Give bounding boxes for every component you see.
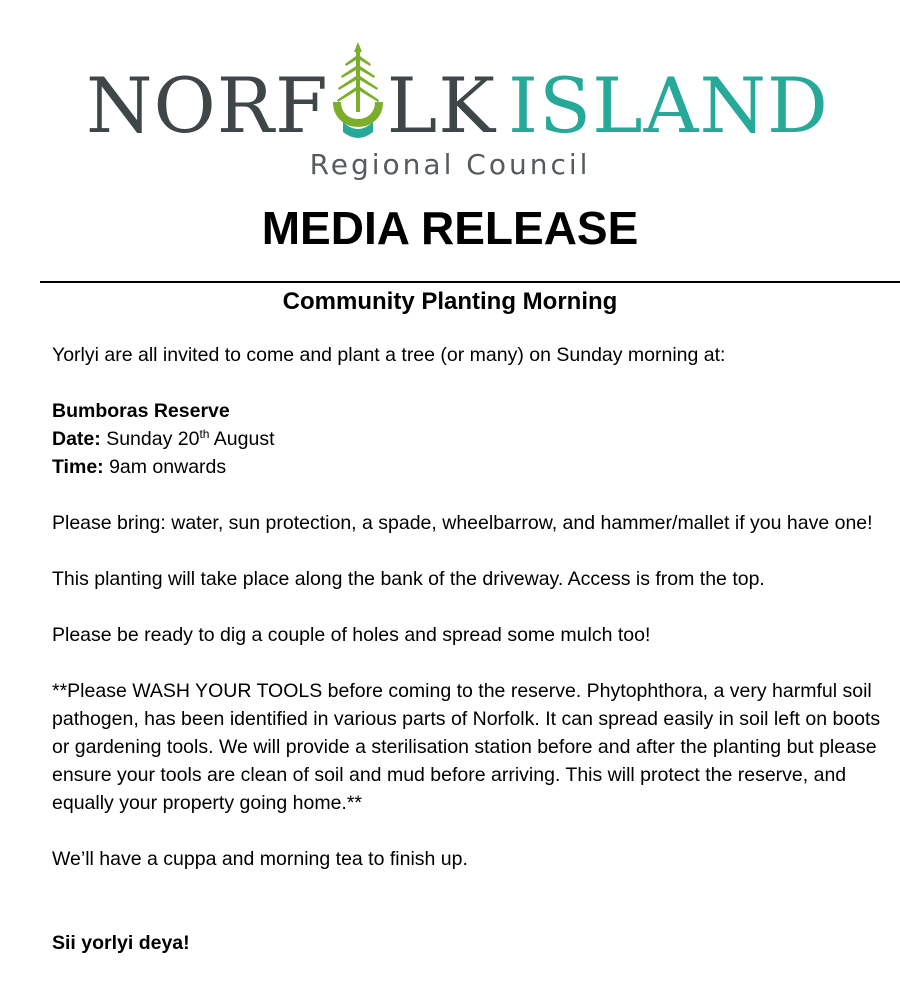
media-release-heading: MEDIA RELEASE [261, 202, 639, 254]
sign-off: Sii yorlyi deya! [52, 932, 190, 954]
dig-note: Please be ready to dig a couple of holes and spread some mulch too! [52, 624, 651, 646]
time-label: Time: [52, 456, 104, 478]
event-time [52, 453, 892, 481]
bring-list: Please bring: water, sun protection, a spade, wheelbarrow, and hammer/mallet if you have one! [52, 512, 873, 534]
release-body [52, 341, 892, 957]
tool-washing-warning: **Please WASH YOUR TOOLS before coming to the reserve. Phytophthora, a very harmful soil pathogen, has been identified in various parts of Norfolk. It can spread easily in soil left on boots or gardening tools. We will provide a sterilisation station before and after the planting but please ensure your tools are clean of soil and mud before arriving. This will protect the reserve, and equally your property going home.** [52, 680, 881, 814]
logo-wordmark [86, 61, 829, 150]
logo-subtitle: Regional Council [309, 148, 591, 181]
event-location: Bumboras Reserve [52, 400, 230, 422]
date-month: August [213, 428, 275, 450]
heading-divider [40, 281, 900, 283]
intro-paragraph: Yorlyi are all invited to come and plant a tree (or many) on Sunday morning at: [52, 344, 726, 366]
date-label: Date: [52, 428, 101, 450]
time-value: 9am onwards [109, 456, 227, 478]
pine-tree-icon [329, 66, 387, 146]
event-date [52, 425, 892, 453]
logo-text-island: ISLAND [508, 61, 829, 150]
logo-text-lk: LK [386, 61, 497, 150]
date-day: Sunday 20 [106, 428, 200, 450]
date-suffix: th [199, 427, 210, 441]
location-note: This planting will take place along the bank of the driveway. Access is from the top. [52, 568, 765, 590]
norfolk-island-regional-council-logo [0, 0, 900, 190]
logo-text-norf: NORF [86, 61, 329, 150]
morning-tea-note: We’ll have a cuppa and morning tea to finish up. [52, 848, 468, 870]
event-title: Community Planting Morning [282, 288, 618, 315]
